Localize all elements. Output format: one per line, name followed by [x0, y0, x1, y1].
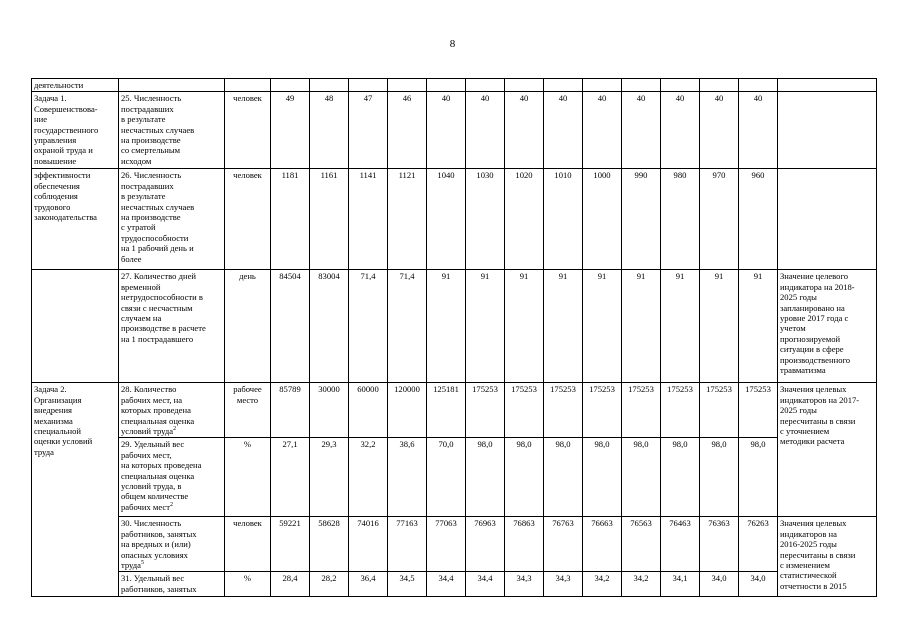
value-cell: 76463 [661, 517, 700, 572]
value-cell: 91 [700, 270, 739, 383]
task-cell: Задача 2. Организация внедрения механизма специальной оценки условий труда [32, 383, 119, 597]
value-cell: 48 [310, 92, 349, 169]
value-cell: 175253 [583, 383, 622, 438]
value-cell: 59221 [271, 517, 310, 572]
value-cell: 1161 [310, 169, 349, 270]
value-cell: 98,0 [466, 438, 505, 517]
indicator-cell: 30. Численность работников, занятых на вредных и (или) опасных условиях труда$^5$ [119, 517, 225, 572]
value-cell: 40 [466, 92, 505, 169]
value-cell: 175253 [544, 383, 583, 438]
value-cell: 91 [661, 270, 700, 383]
value-cell: 34,3 [544, 572, 583, 597]
value-cell: 28,2 [310, 572, 349, 597]
table-row [32, 517, 877, 572]
value-cell: 1010 [544, 169, 583, 270]
value-cell: 34,4 [466, 572, 505, 597]
unit-cell: день [225, 270, 271, 383]
indicators-table [31, 78, 877, 597]
value-cell: 1121 [388, 169, 427, 270]
value-cell: 34,0 [700, 572, 739, 597]
value-cell: 125181 [427, 383, 466, 438]
unit-cell: человек [225, 92, 271, 169]
value-cell: 40 [427, 92, 466, 169]
value-cell: 76763 [544, 517, 583, 572]
value-cell: 91 [583, 270, 622, 383]
value-cell: 40 [661, 92, 700, 169]
table-row [32, 270, 877, 383]
indicator-cell: 31. Удельный вес работников, занятых [119, 572, 225, 597]
value-cell: 71,4 [388, 270, 427, 383]
value-cell: 91 [427, 270, 466, 383]
note-cell: Значение целевого индикатора на 2018- 2025 годы запланировано на уровне 2017 года с учетом прогнозируемой ситуации в сфере производственного травматизма [778, 270, 877, 383]
indicator-cell: 26. Численность пострадавших в результате несчастных случаев на производстве с утратой трудоспособности на 1 рабочий день и более [119, 169, 225, 270]
value-cell: 47 [349, 92, 388, 169]
value-cell: 960 [739, 169, 778, 270]
value-cell: 85789 [271, 383, 310, 438]
value-cell: 84504 [271, 270, 310, 383]
value-cell: 1181 [271, 169, 310, 270]
value-cell: 1030 [466, 169, 505, 270]
value-cell: 91 [739, 270, 778, 383]
value-cell: 76963 [466, 517, 505, 572]
unit-cell: человек [225, 517, 271, 572]
value-cell: 34,4 [427, 572, 466, 597]
value-cell: 27,1 [271, 438, 310, 517]
value-cell: 175253 [505, 383, 544, 438]
value-cell: 60000 [349, 383, 388, 438]
value-cell: 40 [622, 92, 661, 169]
value-cell: 98,0 [544, 438, 583, 517]
table-row [32, 169, 877, 270]
value-cell: 40 [700, 92, 739, 169]
value-cell: 77163 [388, 517, 427, 572]
value-cell: 990 [622, 169, 661, 270]
value-cell: 175253 [739, 383, 778, 438]
value-cell: 34,2 [583, 572, 622, 597]
unit-cell: % [225, 572, 271, 597]
note-cell [778, 92, 877, 169]
value-cell: 40 [739, 92, 778, 169]
value-cell: 34,3 [505, 572, 544, 597]
value-cell: 1141 [349, 169, 388, 270]
value-cell: 98,0 [505, 438, 544, 517]
indicator-cell: 27. Количество дней временной нетрудоспособности в связи с несчастным случаем на производстве в расчете на 1 пострадавшего [119, 270, 225, 383]
indicator-cell: 29. Удельный вес рабочих мест, на которых проведена специальная оценка условий труда, в общем количестве рабочих мест$^2$ [119, 438, 225, 517]
value-cell: 970 [700, 169, 739, 270]
value-cell: 34,1 [661, 572, 700, 597]
table-row [32, 383, 877, 438]
value-cell: 98,0 [700, 438, 739, 517]
value-cell: 32,2 [349, 438, 388, 517]
value-cell: 98,0 [583, 438, 622, 517]
unit-cell: рабочее место [225, 383, 271, 438]
value-cell: 76663 [583, 517, 622, 572]
value-cell: 40 [505, 92, 544, 169]
table-row [32, 438, 877, 517]
value-cell: 1020 [505, 169, 544, 270]
value-cell: 71,4 [349, 270, 388, 383]
unit-cell: % [225, 438, 271, 517]
value-cell: 34,0 [739, 572, 778, 597]
value-cell: 74016 [349, 517, 388, 572]
table-row [32, 79, 877, 92]
value-cell: 40 [583, 92, 622, 169]
value-cell: 175253 [466, 383, 505, 438]
value-cell: 1000 [583, 169, 622, 270]
value-cell: 980 [661, 169, 700, 270]
value-cell: 76863 [505, 517, 544, 572]
value-cell: 70,0 [427, 438, 466, 517]
task-cell: эффективности обеспечения соблюдения трудового законодательства [32, 169, 119, 270]
value-cell: 49 [271, 92, 310, 169]
value-cell: 38,6 [388, 438, 427, 517]
table-row [32, 92, 877, 169]
value-cell: 91 [622, 270, 661, 383]
indicator-cell: 25. Численность пострадавших в результате несчастных случаев на производстве со смертельным исходом [119, 92, 225, 169]
value-cell: 98,0 [739, 438, 778, 517]
value-cell: 76363 [700, 517, 739, 572]
task-cell [32, 270, 119, 383]
value-cell: 28,4 [271, 572, 310, 597]
note-cell: Значения целевых индикаторов на 2017- 2025 годы пересчитаны в связи с уточнением методики расчета [778, 383, 877, 517]
value-cell: 91 [466, 270, 505, 383]
value-cell: 77063 [427, 517, 466, 572]
value-cell: 175253 [622, 383, 661, 438]
task-cell: Задача 1. Совершенствова- ние государственного управления охраной труда и повышение [32, 92, 119, 169]
value-cell: 83004 [310, 270, 349, 383]
task-cell: деятельности [32, 79, 119, 92]
value-cell: 58628 [310, 517, 349, 572]
value-cell: 29,3 [310, 438, 349, 517]
value-cell: 1040 [427, 169, 466, 270]
value-cell: 30000 [310, 383, 349, 438]
value-cell: 98,0 [661, 438, 700, 517]
value-cell: 175253 [700, 383, 739, 438]
value-cell: 91 [505, 270, 544, 383]
value-cell: 40 [544, 92, 583, 169]
value-cell: 98,0 [622, 438, 661, 517]
value-cell: 36,4 [349, 572, 388, 597]
value-cell: 76263 [739, 517, 778, 572]
note-cell: Значения целевых индикаторов на 2016-2025 годы пересчитаны в связи с изменением статистической отчетности в 2015 [778, 517, 877, 597]
table-row [32, 572, 877, 597]
indicator-cell: 28. Количество рабочих мест, на которых проведена специальная оценка условий труда$^2$ [119, 383, 225, 438]
page-number: 8 [449, 38, 456, 50]
note-cell [778, 169, 877, 270]
value-cell: 175253 [661, 383, 700, 438]
value-cell: 91 [544, 270, 583, 383]
value-cell: 46 [388, 92, 427, 169]
unit-cell: человек [225, 169, 271, 270]
value-cell: 76563 [622, 517, 661, 572]
value-cell: 34,5 [388, 572, 427, 597]
value-cell: 34,2 [622, 572, 661, 597]
value-cell: 120000 [388, 383, 427, 438]
